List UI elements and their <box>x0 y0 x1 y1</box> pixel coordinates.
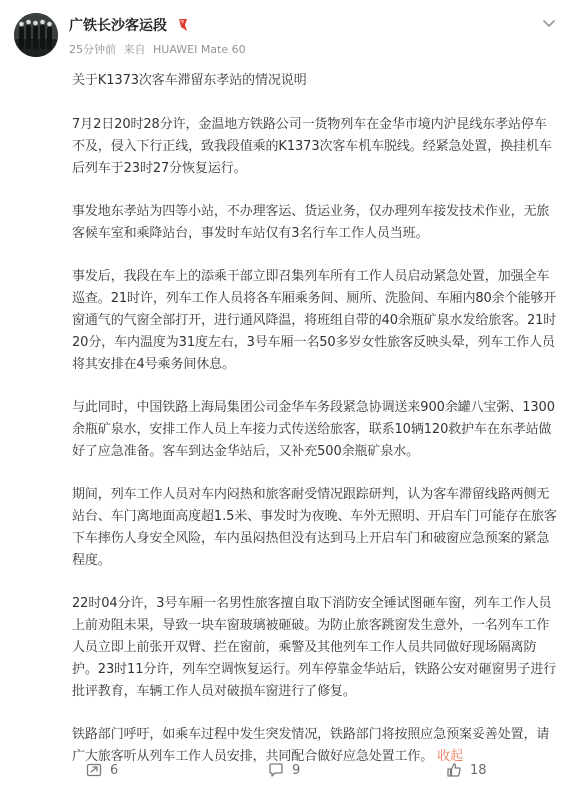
like-icon <box>446 762 462 778</box>
post-paragraph-3: 事发后，我段在车上的添乘干部立即召集列车所有工作人员启动紧急处置，加强全车巡查。21时许，列车工作人员将各车厢乘务间、厕所、洗脸间、车厢内80余个能够开窗通气的气窗全部打开，进行通风降温，将班组自带的40余瓶矿泉水发给旅客。21时20分，车内温度为31度左右，3号车厢一名50多岁女性旅客反映头晕，列车工作人员将其安排在4号乘务间休息。 <box>72 269 557 372</box>
collapse-link[interactable]: 收起 <box>437 749 464 764</box>
source-device[interactable]: HUAWEI Mate 60 <box>153 43 246 56</box>
like-count: 18 <box>470 762 487 778</box>
source-prefix: 来自 <box>123 43 146 56</box>
post-time: 25分钟前 <box>69 43 116 56</box>
post-paragraph-7-text: 铁路部门呼吁，如乘车过程中发生突发情况，铁路部门将按照应急预案妥善处置，请广大旅客听从列车工作人员安排，共同配合做好应急处置工作。 <box>72 727 550 764</box>
post-paragraph-6: 22时04分许，3号车厢一名男性旅客擅自取下消防安全锤试图砸车窗，列车工作人员上前劝阻未果，导致一块车窗玻璃被砸破。为防止旅客跳窗发生意外，一名列车工作人员立即上前张开双臂、拦在窗前，乘警及其他列车工作人员共同做好现场隔离防护。23时11分许，列车空调恢复运行。列车停靠金华站后，铁路公安对砸窗男子进行批评教育，车辆工作人员对破损车窗进行了修复。 <box>72 596 557 699</box>
post-header <box>14 13 559 61</box>
repost-count: 6 <box>110 762 119 778</box>
account-name-row <box>69 15 189 36</box>
like-button[interactable] <box>446 762 487 778</box>
chevron-down-icon[interactable] <box>541 15 557 31</box>
post-paragraph-4: 与此同时，中国铁路上海局集团公司金华车务段紧急协调送来900余罐八宝粥、1300余瓶矿泉水，安排工作人员上车接力式传送给旅客，联系10辆120救护车在东孝站做好了应急准备。客车到达金华站后，又补充500余瓶矿泉水。 <box>72 400 555 459</box>
repost-icon <box>86 762 102 778</box>
repost-button[interactable] <box>86 762 118 778</box>
avatar-image <box>14 13 58 57</box>
post-title: 关于K1373次客车滞留东孝站的情况说明 <box>72 73 307 88</box>
post-paragraph-1: 7月2日20时28分许，金温地方铁路公司一货物列车在金华市境内沪昆线东孝站停车不及，侵入下行正线，致我段值乘的K1373次客车机车脱线。经紧急处置，换挂机车后列车于23时27分恢复运行。 <box>72 117 552 176</box>
post-paragraph-2: 事发地东孝站为四等小站，不办理客运、货运业务，仅办理列车接发技术作业，无旅客候车室和乘降站台，事发时车站仅有3名行车工作人员当班。 <box>72 204 550 241</box>
avatar[interactable] <box>14 13 58 57</box>
comment-count: 9 <box>292 762 301 778</box>
post-paragraph-5: 期间，列车工作人员对车内闷热和旅客耐受情况跟踪研判，认为客车滞留线路两侧无站台、车门离地面高度超1.5米、事发时为夜晚、车外无照明、开启车门可能存在旅客下车摔伤人身安全风险，车内虽闷热但没有达到马上开启车门和破窗应急预案的紧急程度。 <box>72 487 557 568</box>
comment-button[interactable] <box>268 762 300 778</box>
post-meta <box>69 41 250 57</box>
action-bar <box>72 762 559 784</box>
verified-badge-icon <box>177 18 189 36</box>
account-name[interactable]: 广铁长沙客运段 <box>69 18 167 34</box>
comment-icon <box>268 762 284 778</box>
post-content <box>72 70 559 768</box>
